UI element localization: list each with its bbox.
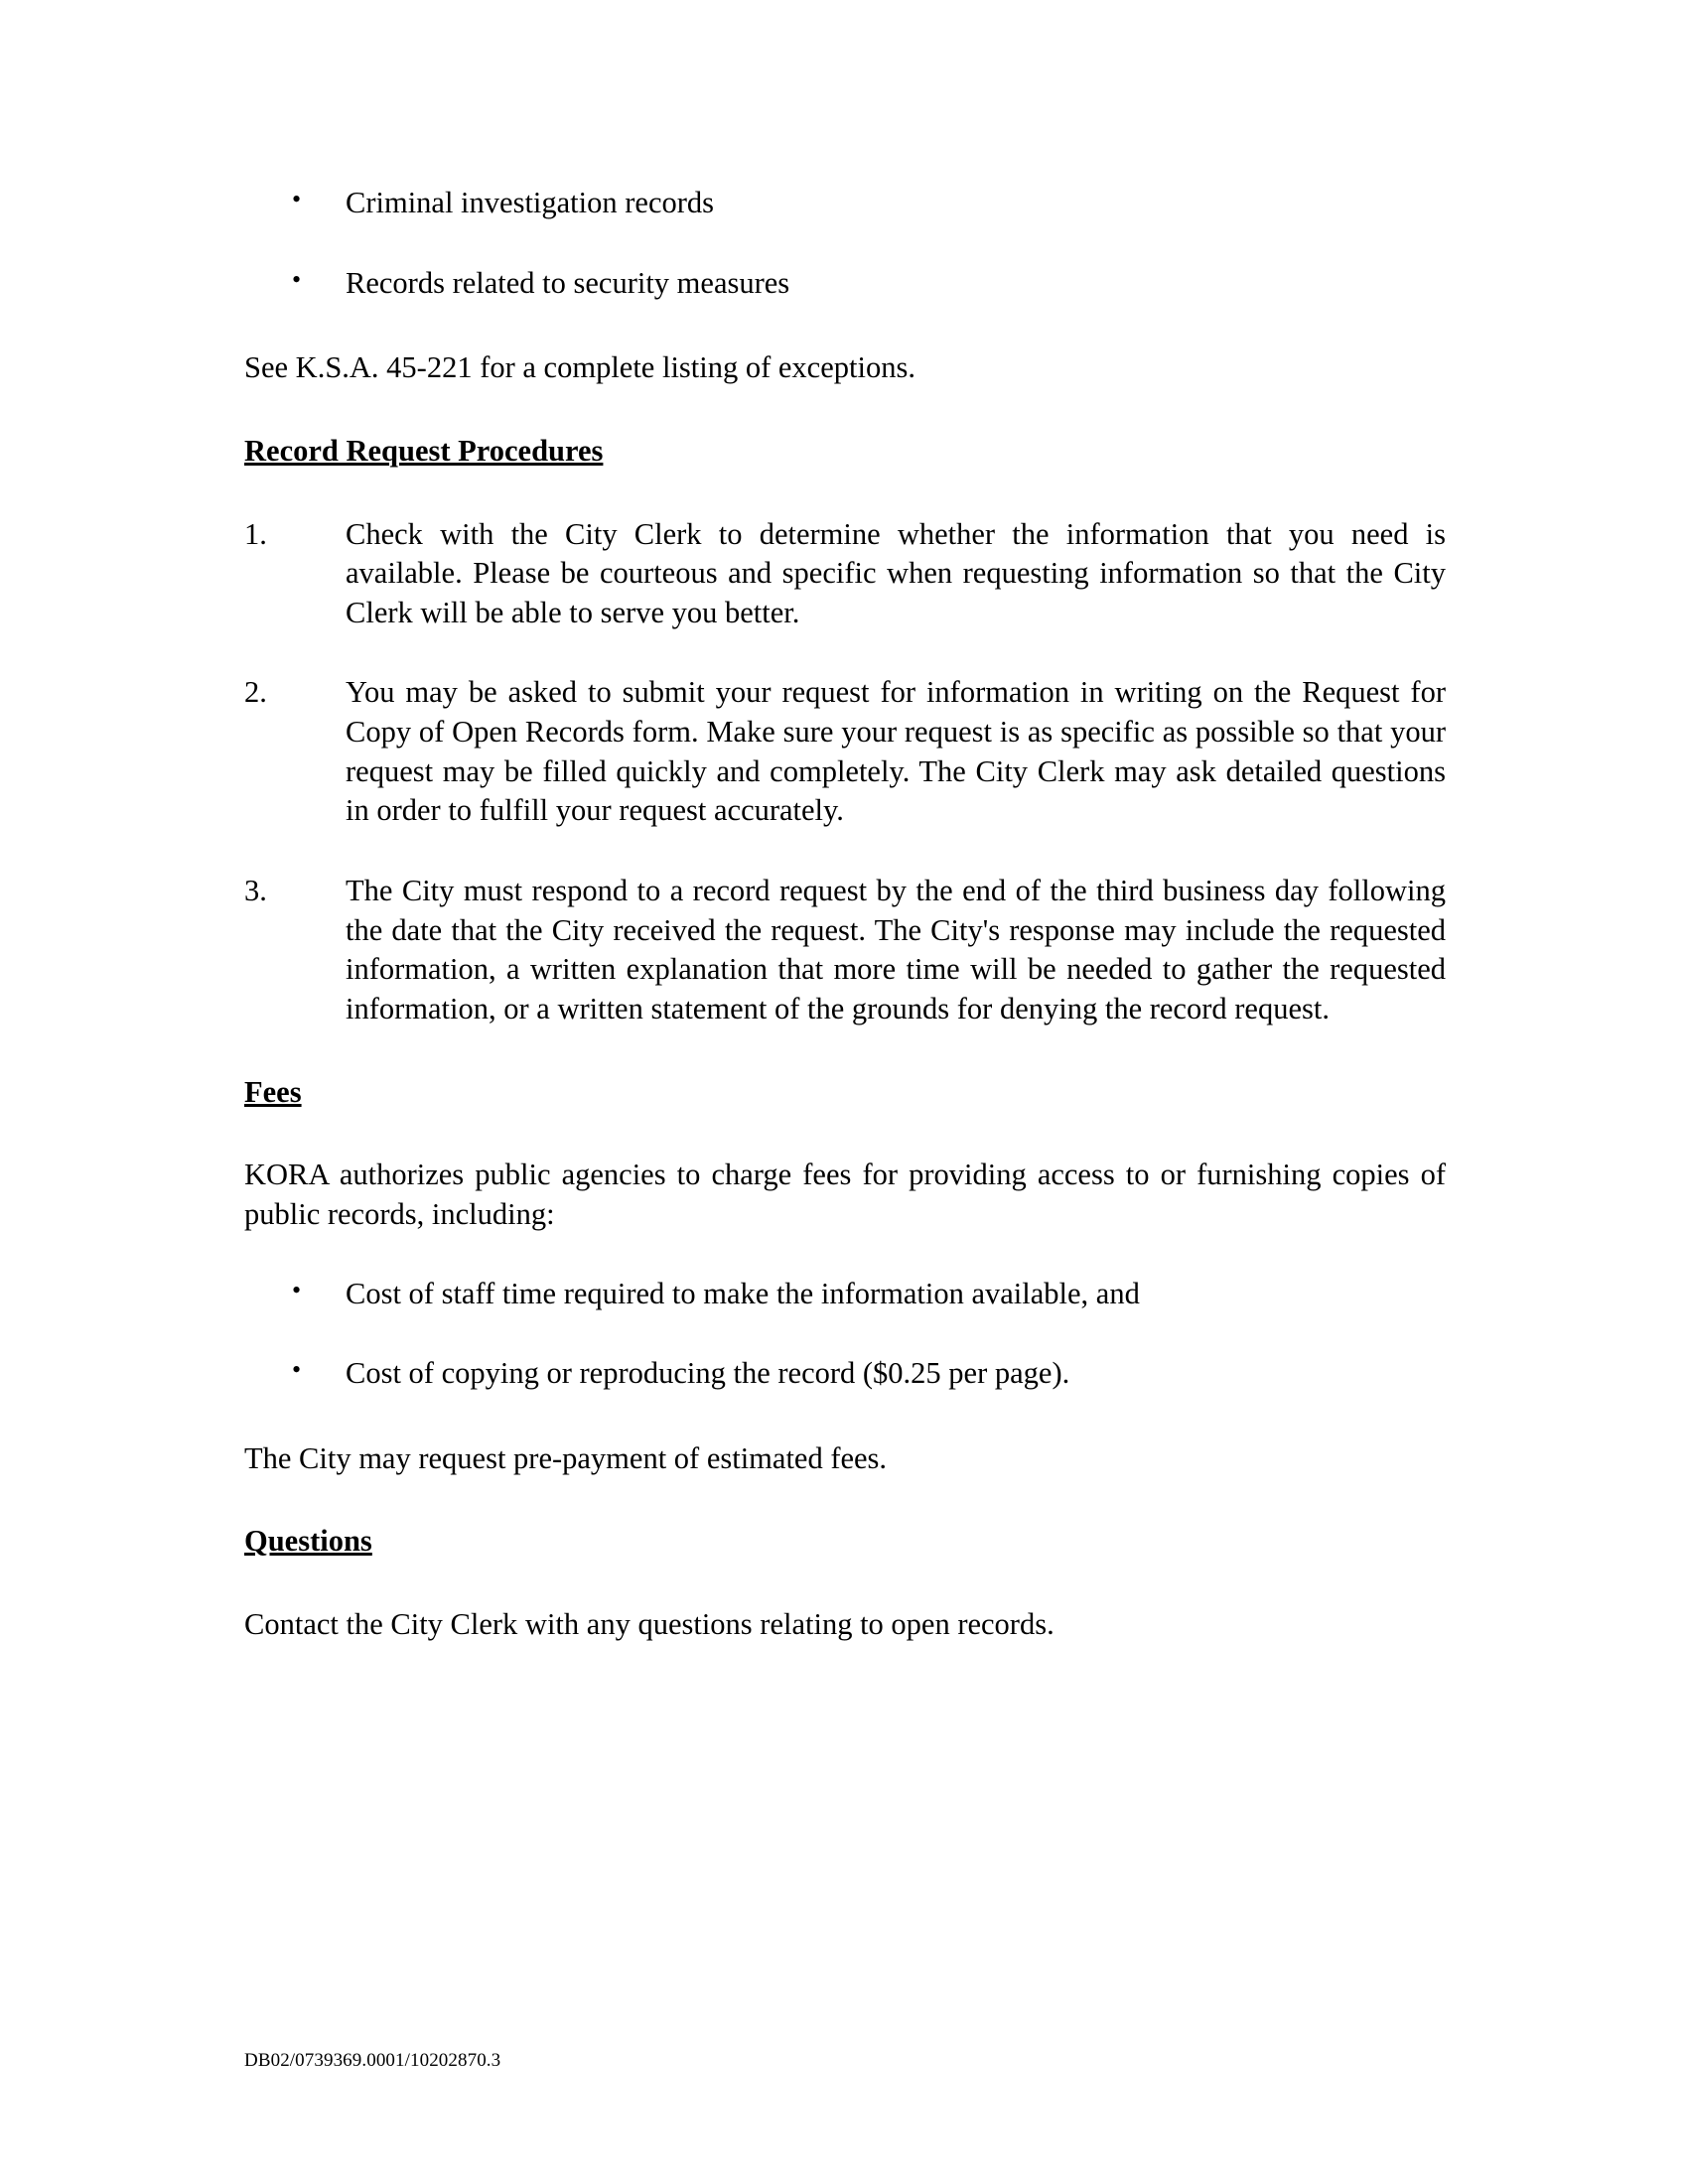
list-item-text: Check with the City Clerk to determine whether the information that you need is available. Please be courteous and specific when requesting information so that the City Clerk will be able to serve you better. [346,516,1446,629]
list-item-text: The City must respond to a record request by the end of the third business day following the date that the City received the request. The City's response may include the requested information, a written explanation that more time will be needed to gather the requested information, or a written statement of the grounds for denying the record request. [346,874,1446,1025]
fees-heading-wrap [244,1073,1446,1113]
document-body [244,184,1446,1645]
list-item-text: Records related to security measures [346,265,790,300]
list-item-text: Criminal investigation records [346,186,715,219]
list-item [244,872,1446,1029]
procedures-list [244,515,1446,1029]
list-item-number: 1. [244,516,267,551]
bullet-icon: • [292,185,302,213]
list-item-text: Cost of copying or reproducing the record ($0.25 per page). [346,1356,1070,1391]
section-heading-questions: Questions [244,1524,372,1559]
exceptions-note: See K.S.A. 45-221 for a complete listing of exceptions. [244,350,915,385]
fees-intro-paragraph: KORA authorizes public agencies to charge fees for providing access to or furnishing copies of public records, including: [244,1158,1446,1231]
list-item [244,673,1446,831]
list-item [244,1275,1446,1314]
list-item [244,515,1446,633]
bullet-icon: • [292,1355,302,1385]
bullet-icon: • [292,264,302,294]
fees-prepayment-paragraph: The City may request pre-payment of estimated fees. [244,1440,888,1475]
section-heading-procedures: Record Request Procedures [244,433,604,468]
list-item-text: You may be asked to submit your request for information in writing on the Request for Copy of Open Records form. Make sure your request is as specific as possible so that your request may be filled quickly and completely. The City Clerk may ask detailed questions in order to fulfill your request accurately. [346,675,1446,828]
questions-paragraph: Contact the City Clerk with any questions relating to open records. [244,1607,1055,1642]
footer-reference: DB02/0739369.0001/10202870.3 [244,2050,501,2071]
list-item [244,184,1446,223]
fees-bullet-list [244,1275,1446,1394]
list-item-number: 2. [244,675,267,710]
questions-heading-wrap [244,1522,1446,1562]
procedures-heading-wrap [244,432,1446,472]
list-item-number: 3. [244,874,267,908]
bullet-icon: • [292,1275,302,1304]
list-item-text: Cost of staff time required to make the information available, and [346,1276,1140,1310]
exceptions-bullet-list [244,184,1446,303]
list-item [244,264,1446,304]
section-heading-fees: Fees [244,1074,302,1109]
list-item [244,1354,1446,1394]
